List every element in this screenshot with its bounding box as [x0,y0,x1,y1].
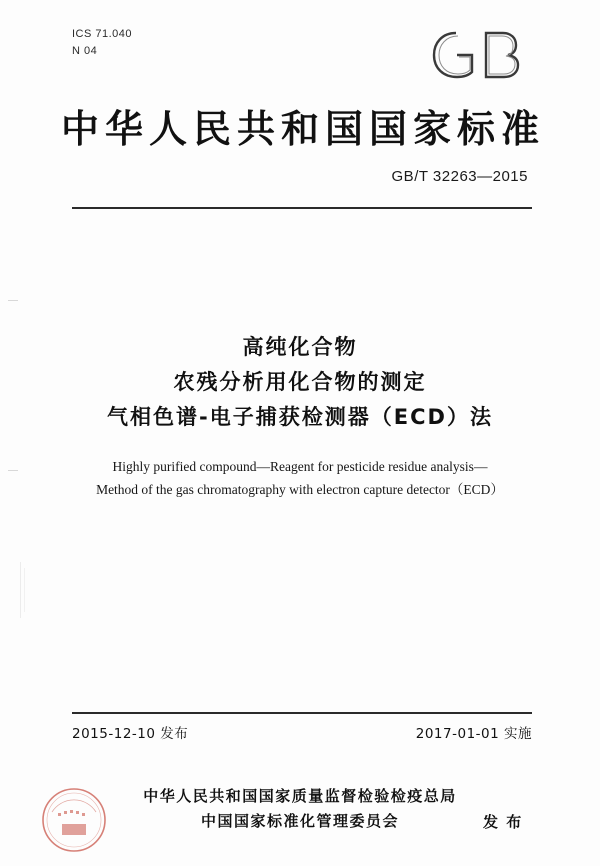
standard-number: GB/T 32263—2015 [391,168,528,185]
date-row [72,722,532,742]
edge-mark [8,470,18,471]
title-en-line-2: Method of the gas chromatography with electron capture detector（ECD） [96,482,504,497]
issue-date: 2015-12-10 发布 [72,726,189,742]
official-seal-icon [36,782,112,858]
title-cn-line-1: 高纯化合物 [242,335,358,359]
title-en-line-1: Highly purified compound—Reagent for pesticide residue analysis— [112,459,488,474]
title-cn-line-2: 农残分析用化合物的测定 [173,370,427,394]
gb-logo-icon [416,24,534,86]
top-divider [72,207,532,209]
bottom-divider [72,712,532,714]
issuer-line-1: 中华人民共和国国家质量监督检验检疫总局 [143,787,457,805]
ics-block [72,26,132,59]
title-cn-line-3: 气相色谱-电子捕获检测器（ECD）法 [107,405,493,429]
edge-mark [8,300,18,301]
left-watermark [14,560,32,620]
ccs-code: N 04 [72,44,98,57]
issuer-wrap [143,784,523,834]
publish-word: 发 布 [483,813,523,831]
issuer-line-2: 中国国家标准化管理委员会 [200,812,399,830]
document-title-cn [0,330,600,435]
ics-code: ICS 71.040 [72,28,133,40]
implementation-date: 2017-01-01 实施 [415,726,532,742]
national-standard-title: 中华人民共和国国家标准 [60,107,545,151]
document-title-en [0,455,600,501]
